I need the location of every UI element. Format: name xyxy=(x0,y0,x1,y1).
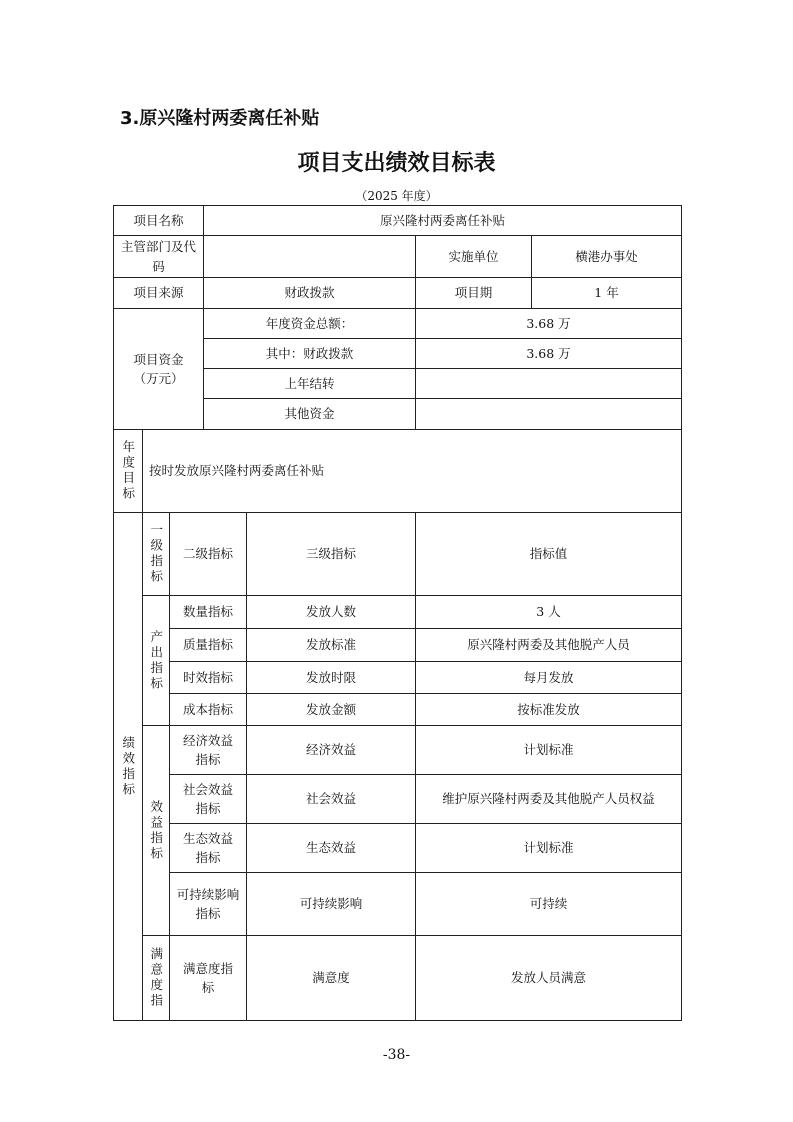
output-level2: 数量指标 xyxy=(169,595,247,629)
output-level2: 时效指标 xyxy=(169,661,247,694)
header-level3: 三级指标 xyxy=(246,512,416,596)
benefit-level3: 社会效益 xyxy=(246,774,416,824)
annual-goal-label: 年度目标 xyxy=(113,429,143,513)
output-level2: 成本指标 xyxy=(169,693,247,726)
funds-row-label: 其他资金 xyxy=(203,398,416,430)
satisfaction-value: 发放人员满意 xyxy=(415,935,682,1021)
output-value: 每月发放 xyxy=(415,661,682,694)
dept-value xyxy=(203,235,416,278)
benefit-level3: 可持续影响 xyxy=(246,872,416,936)
page-number: -38- xyxy=(382,1047,411,1063)
output-level3: 发放时限 xyxy=(246,661,416,694)
benefit-value: 计划标准 xyxy=(415,725,682,775)
output-indicators-label: 产出指标 xyxy=(142,595,170,726)
header-level2: 二级指标 xyxy=(169,512,247,596)
benefit-level2: 生态效益指标 xyxy=(169,823,247,873)
satisfaction-level2: 满意度指标 xyxy=(169,935,247,1021)
source-value: 财政拨款 xyxy=(203,277,416,309)
funds-row-value xyxy=(415,368,682,399)
benefit-level3: 经济效益 xyxy=(246,725,416,775)
year-note: （2025 年度） xyxy=(355,189,438,203)
benefit-level2: 可持续影响指标 xyxy=(169,872,247,936)
project-name-label: 项目名称 xyxy=(113,205,204,236)
funds-row-value: 3.68 万 xyxy=(415,308,682,339)
funds-row-label: 年度资金总额： xyxy=(203,308,416,339)
benefit-value: 可持续 xyxy=(415,872,682,936)
impl-unit-label: 实施单位 xyxy=(415,235,532,278)
source-label: 项目来源 xyxy=(113,277,204,309)
period-value: 1 年 xyxy=(531,277,682,309)
perf-indicators-label: 绩效指标 xyxy=(113,512,143,1021)
output-level3: 发放金额 xyxy=(246,693,416,726)
dept-label: 主管部门及代码 xyxy=(113,235,204,278)
period-label: 项目期 xyxy=(415,277,532,309)
benefit-level3: 生态效益 xyxy=(246,823,416,873)
project-name-value: 原兴隆村两委离任补贴 xyxy=(203,205,682,236)
funds-label: 项目资金（万元） xyxy=(113,308,204,430)
satisfaction-level3: 满意度 xyxy=(246,935,416,1021)
header-value: 指标值 xyxy=(415,512,682,596)
output-value: 按标准发放 xyxy=(415,693,682,726)
impl-unit-value: 横港办事处 xyxy=(531,235,682,278)
output-level2: 质量指标 xyxy=(169,628,247,662)
output-value: 3 人 xyxy=(415,595,682,629)
funds-row-label: 其中：财政拨款 xyxy=(203,338,416,369)
section-heading: 3.原兴隆村两委离任补贴 xyxy=(120,108,320,129)
benefit-value: 维护原兴隆村两委及其他脱产人员权益 xyxy=(415,774,682,824)
funds-row-value xyxy=(415,398,682,430)
benefit-indicators-label: 效益指标 xyxy=(142,725,170,936)
output-level3: 发放标准 xyxy=(246,628,416,662)
table-title: 项目支出绩效目标表 xyxy=(297,151,496,176)
funds-row-label: 上年结转 xyxy=(203,368,416,399)
benefit-level2: 经济效益指标 xyxy=(169,725,247,775)
output-level3: 发放人数 xyxy=(246,595,416,629)
benefit-value: 计划标准 xyxy=(415,823,682,873)
annual-goal-value: 按时发放原兴隆村两委离任补贴 xyxy=(142,429,682,513)
header-level1: 一级指标 xyxy=(142,512,170,596)
output-value: 原兴隆村两委及其他脱产人员 xyxy=(415,628,682,662)
funds-row-value: 3.68 万 xyxy=(415,338,682,369)
benefit-level2: 社会效益指标 xyxy=(169,774,247,824)
satisfaction-indicators-label: 满意度指 xyxy=(142,935,170,1021)
